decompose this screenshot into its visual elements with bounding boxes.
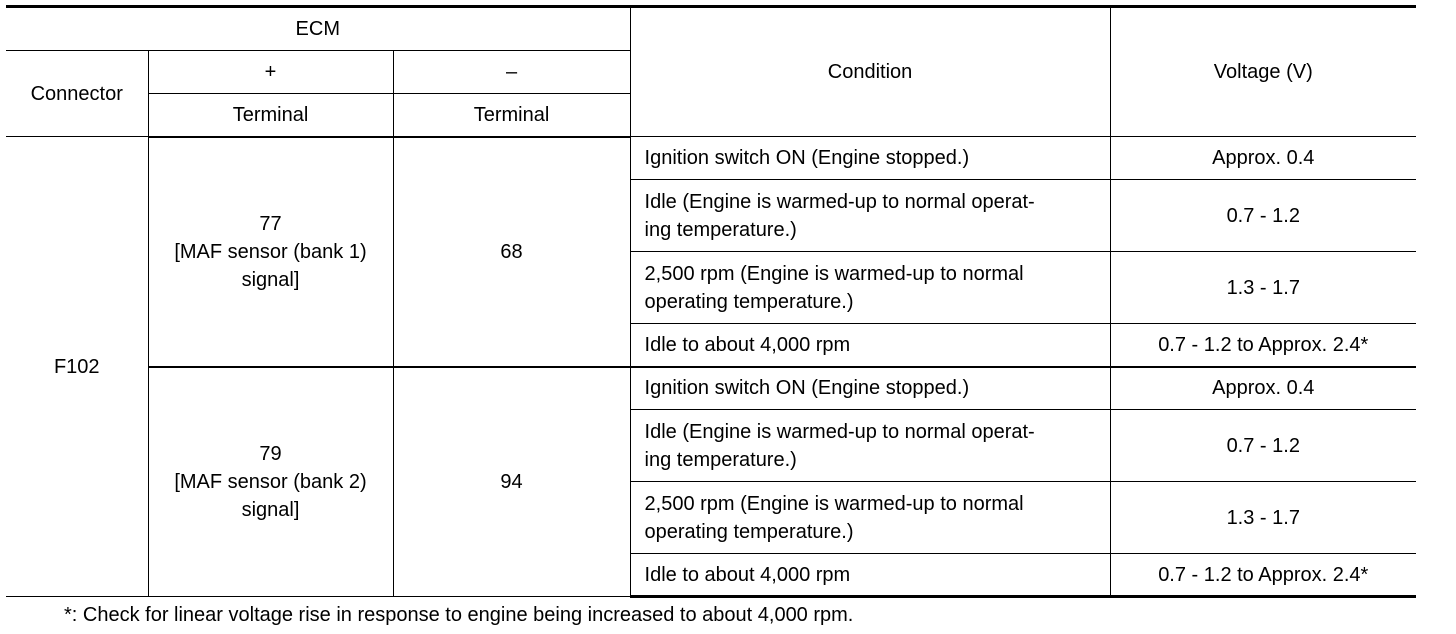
- connector-header: Connector: [6, 51, 148, 137]
- condition-text: Idle to about 4,000 rpm: [644, 333, 851, 356]
- minus-terminal-cell: 94: [393, 367, 630, 597]
- condition-text: Idle to about 4,000 rpm: [644, 563, 851, 586]
- ecm-terminal-table-container: [6, 5, 1416, 598]
- voltage-cell: 1.3 - 1.7: [1110, 482, 1416, 554]
- condition-text: Idle (Engine is warmed-up to normal operat-: [644, 190, 1035, 213]
- condition-text: Idle (Engine is warmed-up to normal operat-: [644, 420, 1035, 443]
- ecm-terminal-table: [6, 5, 1416, 598]
- voltage-cell: 0.7 - 1.2: [1110, 180, 1416, 252]
- voltage-cell: 1.3 - 1.7: [1110, 252, 1416, 324]
- minus-header: –: [393, 51, 630, 94]
- ecm-header: ECM: [6, 7, 630, 51]
- condition-cell: [630, 482, 1110, 554]
- plus-terminal-desc: signal]: [241, 498, 300, 521]
- voltage-cell: 0.7 - 1.2: [1110, 410, 1416, 482]
- condition-cell: [630, 554, 1110, 597]
- condition-text: ing temperature.): [644, 218, 797, 241]
- plus-terminal-desc: signal]: [241, 268, 300, 291]
- condition-text: Ignition switch ON (Engine stopped.): [644, 147, 970, 169]
- connector-cell: F102: [6, 137, 148, 597]
- voltage-cell: Approx. 0.4: [1110, 137, 1416, 180]
- condition-text: operating temperature.): [644, 290, 854, 313]
- condition-cell: [630, 180, 1110, 252]
- condition-text: ing temperature.): [644, 448, 797, 471]
- voltage-cell: 0.7 - 1.2 to Approx. 2.4*: [1110, 324, 1416, 367]
- condition-cell: [630, 324, 1110, 367]
- plus-terminal-desc: [MAF sensor (bank 1): [174, 240, 367, 263]
- condition-cell: [630, 252, 1110, 324]
- condition-text: 2,500 rpm (Engine is warmed-up to normal: [644, 492, 1024, 515]
- voltage-cell: 0.7 - 1.2 to Approx. 2.4*: [1110, 554, 1416, 597]
- table-row: [6, 137, 1416, 180]
- table-row: [6, 367, 1416, 410]
- condition-text: Ignition switch ON (Engine stopped.): [644, 377, 970, 400]
- condition-cell: [630, 137, 1110, 180]
- plus-header: +: [148, 51, 393, 94]
- plus-terminal-cell: [148, 367, 393, 597]
- footnote: *: Check for linear voltage rise in response to engine being increased to about 4,000 rpm.: [64, 604, 854, 626]
- condition-header: Condition: [630, 7, 1110, 137]
- minus-terminal-header: Terminal: [393, 94, 630, 137]
- minus-terminal-cell: 68: [393, 137, 630, 367]
- plus-terminal-number: 79: [259, 442, 282, 465]
- header-row-1: [6, 7, 1416, 51]
- condition-text: operating temperature.): [644, 520, 854, 543]
- plus-terminal-desc: [MAF sensor (bank 2): [174, 470, 367, 493]
- plus-terminal-number: 77: [259, 212, 282, 235]
- voltage-cell: Approx. 0.4: [1110, 367, 1416, 410]
- plus-terminal-cell: [148, 137, 393, 367]
- voltage-header: Voltage (V): [1110, 7, 1416, 137]
- plus-terminal-header: Terminal: [148, 94, 393, 137]
- condition-cell: [630, 410, 1110, 482]
- condition-cell: [630, 367, 1110, 410]
- condition-text: 2,500 rpm (Engine is warmed-up to normal: [644, 262, 1024, 285]
